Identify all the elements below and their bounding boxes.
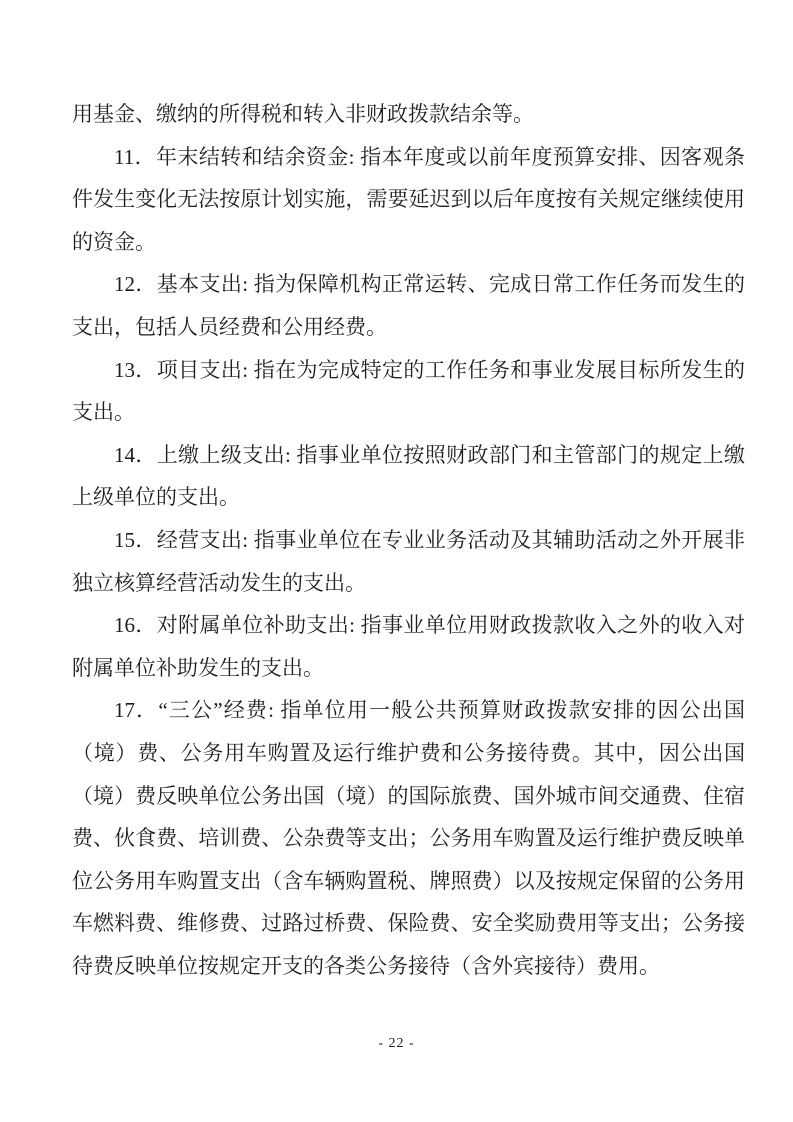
paragraph-item-11-year-end-carryover: 11．年末结转和结余资金: 指本年度或以前年度预算安排、因客观条件发生变化无法按原计划实施，需要延迟到以后年度按有关规定继续使用的资金。 [72,144,745,254]
paragraph-item-17-three-public-funds: 17．“三公”经费: 指单位用一般公共预算财政拨款安排的因公出国（境）费、公务用车购置及运行维护费和公务接待费。其中，因公出国（境）费反映单位公务出国（境）的国际旅费、国外城市间交通费、住宿费、伙食费、培训费、公杂费等支出；公务用车购置及运行维护费反映单位公务用车购置支出（含车辆购置税、牌照费）以及按规定保留的公务用车燃料费、维修费、过路过桥费、保险费、安全奖励费用等支出；公务接待费反映单位按规定开支的各类公务接待（含外宾接待）费用。 [72,698,745,978]
page-number: - 22 - [378,1036,415,1051]
paragraph-item-16-subsidy-to-affiliates: 16．对附属单位补助支出: 指事业单位用财政拨款收入之外的收入对附属单位补助发生的支出。 [72,613,745,680]
paragraph-item-15-operating-expenditure: 15．经营支出: 指事业单位在专业业务活动及其辅助活动之外开展非独立核算经营活动发生的支出。 [72,527,745,595]
paragraph-item-14-upward-remittance: 14．上缴上级支出: 指事业单位按照财政部门和主管部门的规定上缴上级单位的支出。 [72,442,745,510]
paragraph-item-12-basic-expenditure: 12．基本支出: 指为保障机构正常运转、完成日常工作任务而发生的支出，包括人员经费和公用经费。 [72,272,745,339]
document-body [72,93,745,987]
paragraph-continuation: 用基金、缴纳的所得税和转入非财政拨款结余等。 [72,102,534,126]
paragraph-item-13-project-expenditure: 13．项目支出: 指在为完成特定的工作任务和事业发展目标所发生的支出。 [72,357,745,425]
